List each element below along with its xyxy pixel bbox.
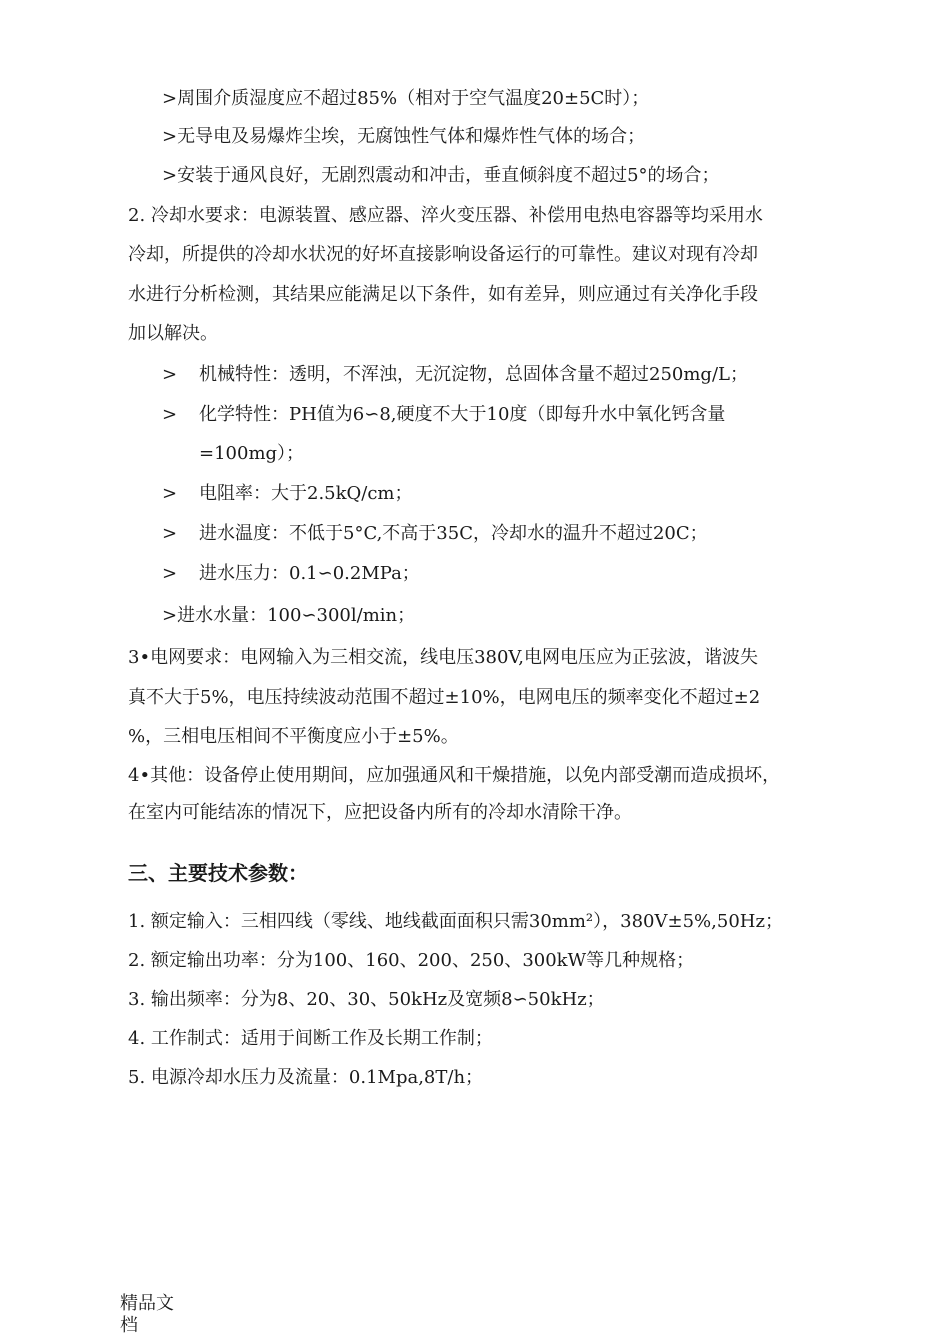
water-item-chemical: 化学特性：PH值为6∽8,硬度不大于10度（即每升水中氧化钙含量 [199, 404, 726, 425]
param-duty-cycle: 4. 工作制式：适用于间断工作及长期工作制； [128, 1028, 493, 1049]
env-bullet-dust: >无导电及易爆炸尘埃，无腐蚀性气体和爆炸性气体的场合； [162, 126, 646, 147]
grid-req-line-2: 真不大于5%，电压持续波动范围不超过±10%，电网电压的频率变化不超过±2 [128, 687, 761, 708]
bullet-marker: > [162, 563, 178, 584]
footer-line-2: 档 [120, 1315, 138, 1336]
footer-line-1: 精品文 [120, 1293, 174, 1314]
env-bullet-humidity: >周围介质湿度应不超过85%（相对于空气温度20±5C时）； [162, 88, 650, 109]
water-item-resistivity: 电阻率：大于2.5kQ/cm； [199, 483, 413, 504]
water-item-temperature: 进水温度：不低于5°C,不高于35C，冷却水的温升不超过20C； [199, 523, 708, 544]
bullet-marker: > [162, 523, 178, 544]
grid-req-line-3: %，三相电压相间不平衡度应小于±5%。 [128, 726, 459, 747]
other-req-line-2: 在室内可能结冻的情况下，应把设备内所有的冷却水清除干净。 [128, 802, 632, 823]
water-item-chemical-cont: =100mg）； [199, 443, 305, 464]
water-req-line-4: 加以解决。 [128, 323, 218, 344]
water-item-mechanical: 机械特性：透明，不浑浊，无沉淀物，总固体含量不超过250mg/L； [199, 364, 748, 385]
grid-req-line-1: 3•电网要求：电网输入为三相交流，线电压380V,电网电压应为正弦波，谐波失 [128, 647, 758, 668]
section-heading-params: 三、主要技术参数： [128, 861, 308, 885]
water-item-flow: >进水水量：100∽300l/min； [162, 605, 416, 626]
env-bullet-install: >安装于通风良好，无剧烈震动和冲击，垂直倾斜度不超过5°的场合； [162, 165, 720, 186]
bullet-marker: > [162, 404, 178, 425]
other-req-line-1: 4•其他：设备停止使用期间，应加强通风和干燥措施，以免内部受潮而造成损坏， [128, 765, 781, 786]
footer-watermark [120, 1293, 174, 1337]
param-rated-power: 2. 额定输出功率：分为100、160、200、250、300kW等几种规格； [128, 950, 695, 971]
water-req-line-3: 水进行分析检测，其结果应能满足以下条件，如有差异，则应通过有关净化手段 [128, 284, 758, 305]
bullet-marker: > [162, 483, 178, 504]
water-req-line-2: 冷却，所提供的冷却水状况的好坏直接影响设备运行的可靠性。建议对现有冷却 [128, 244, 758, 265]
bullet-marker: > [162, 364, 178, 385]
water-item-pressure: 进水压力：0.1∽0.2MPa； [199, 563, 420, 584]
param-cooling-water: 5. 电源冷却水压力及流量：0.1Mpa,8T/h； [128, 1067, 484, 1088]
water-req-line-1: 2. 冷却水要求：电源装置、感应器、淬火变压器、补偿用电热电容器等均采用水 [128, 205, 763, 226]
param-rated-input: 1. 额定输入：三相四线（零线、地线截面面积只需30mm²），380V±5%,50Hz； [128, 911, 783, 932]
param-output-frequency: 3. 输出频率：分为8、20、30、50kHz及宽频8∽50kHz； [128, 989, 605, 1010]
